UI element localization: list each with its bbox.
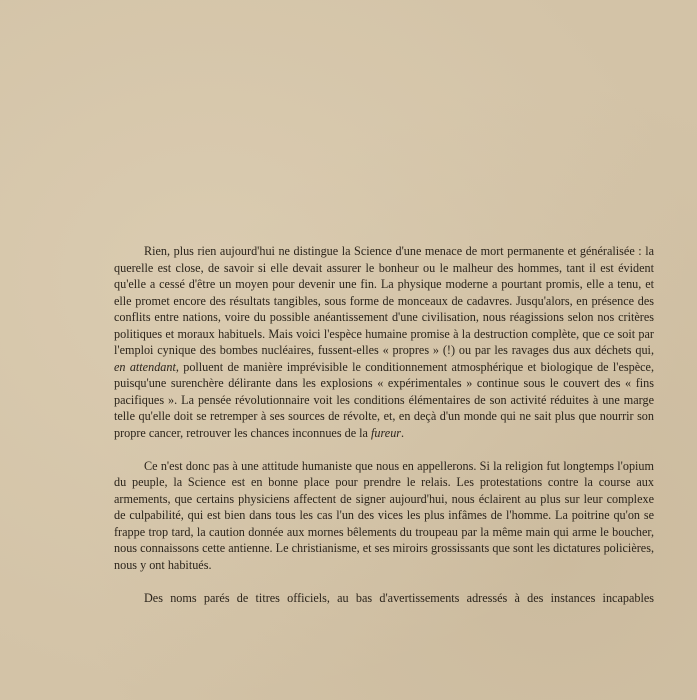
p1-italic-en-attendant: en attendant	[114, 359, 176, 374]
p1-run-3: .	[401, 425, 405, 440]
body-text	[114, 243, 654, 606]
p2-run-1: Ce n'est donc pas à une attitude humaniste que nous en appellerons. Si la religion fut longtemps l'opium du peuple, la Science est en bonne place pour prendre le relais. Les protestations contre la course aux armements, que certains physiciens affectent de signer aujourd'hui, nous éclairent au plus sur leur complexe de culpabilité, qui est bien dans tous les cas l'un des vices les plus infâmes de l'homme. La poitrine qu'on se frappe trop tard, la caution donnée aux mornes bêlements du troupeau par la même main qui arme le boucher, nous connaissons cette antienne. Le christianisme, et ses miroirs grossissants que sont les dictatures policières, nous y ont habitués.	[114, 458, 654, 572]
p1-run-1: Rien, plus rien aujourd'hui ne distingue la Science d'une menace de mort permanente et généralisée : la querelle est close, de savoir si elle devait assurer le bonheur ou le malheur des hommes, tant il est évident qu'elle a cessé d'être un moyen pour devenir une fin. La physique moderne a pourtant promis, elle a tenu, et elle promet encore des résultats tangibles, sous forme de monceaux de cadavres. Jusqu'alors, en présence des conflits entre nations, voire du possible anéantissement d'une civilisation, nous réagissions selon nos critères politiques et moraux habituels. Mais voici l'espèce humaine promise à la destruction complète, que ce soit par l'emploi cynique des bombes nucléaires, fussent-elles « propres » (!) ou par les ravages dus aux déchets qui,	[114, 244, 654, 357]
paragraph-3	[114, 590, 654, 607]
paragraph-1	[114, 243, 654, 441]
p1-run-2: , polluent de manière imprévisible le conditionnement atmosphérique et biologique de l'espèce, puisqu'une surenchère délirante dans les explosions « expérimentales » continue sous le couvert des « fins pacifiques ». La pensée révolutionnaire voit les conditions élémentaires de son activité réduites à une marge telle qu'elle doit se retremper à ses sources de révolte, et, en deçà d'un monde qui ne sait plus que nourrir son propre cancer, retrouver les chances inconnues de la	[114, 359, 654, 440]
paragraph-2	[114, 458, 654, 574]
p1-italic-fureur: fureur	[371, 425, 402, 440]
p3-run-1: Des noms parés de titres officiels, au bas d'avertissements adressés à des instances incapables	[144, 590, 654, 605]
faded-title-bleedthrough	[178, 155, 558, 223]
